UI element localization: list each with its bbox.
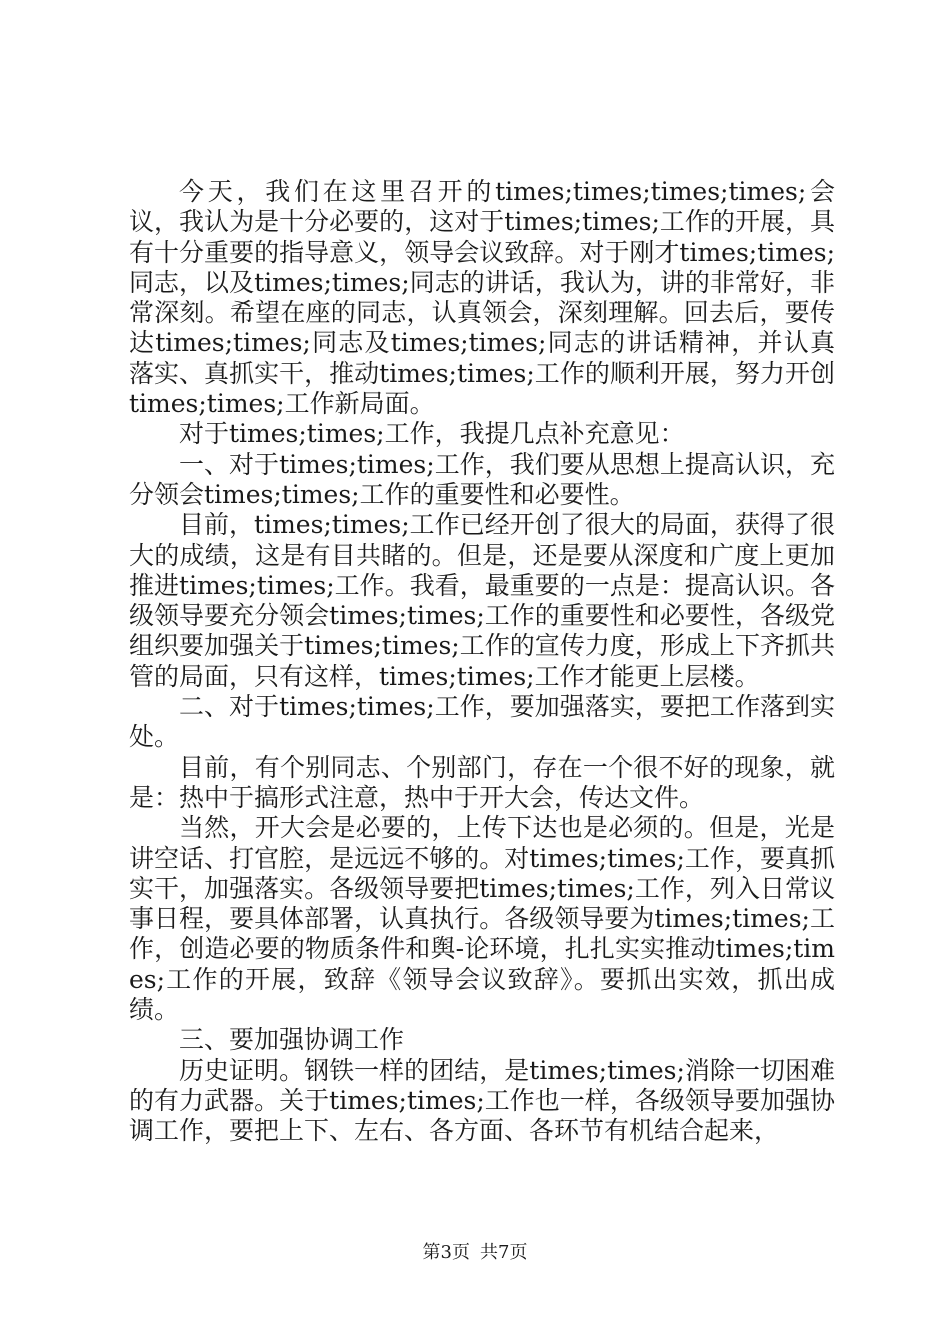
section-heading-3: 三、要加强协调工作 <box>179 1025 405 1055</box>
paragraph-section-2-body: 当然，开大会是必要的，上传下达也是必须的。但是，光是讲空话、打官腔，是远远不够的。对times;times;工作，要真抓实干，加强落实。各级领导要把times;times;工作，列入日常议事日程，要具体部署，认真执行。各级领导要为times;times;工作，创造必要的物质条件和舆-论环境，扎扎实实推动times;times;工作的开展，致辞《领导会议致辞》。要抓出实效，抓出成绩。 <box>129 813 835 1025</box>
document-body <box>129 177 835 1147</box>
paragraph-section-3-body: 历史证明。钢铁一样的团结，是times;times;消除一切困难的有力武器。关于times;times;工作也一样，各级领导要加强协调工作，要把上下、左右、各方面、各环节有机结合起来， <box>129 1055 835 1146</box>
page-total: 共7页 <box>480 1242 528 1263</box>
paragraph-section-2-problem: 目前，有个别同志、个别部门，存在一个很不好的现象，就是：热中于搞形式注意，热中于开大会，传达文件。 <box>129 752 835 812</box>
page-footer <box>0 1241 950 1265</box>
paragraph-section-1-body: 目前，times;times;工作已经开创了很大的局面，获得了很大的成绩，这是有目共睹的。但是，还是要从深度和广度上更加推进times;times;工作。我看，最重要的一点是：提高认识。各级领导要充分领会times;times;工作的重要性和必要性，各级党组织要加强关于times;times;工作的宣传力度，形成上下齐抓共管的局面，只有这样，times;times;工作才能更上层楼。 <box>129 510 835 691</box>
paragraph-opening: 今天，我们在这里召开的times;times;times;times;会议，我认为是十分必要的，这对于times;times;工作的开展，具有十分重要的指导意义，领导会议致辞。对于刚才times;times;同志，以及times;times;同志的讲话，我认为，讲的非常好，非常深刻。希望在座的同志，认真领会，深刻理解。回去后，要传达times;times;同志及times;times;同志的讲话精神，并认真落实、真抓实干，推动times;times;工作的顺利开展，努力开创times;times;工作新局面。 <box>129 177 835 419</box>
page-number: 第3页 <box>422 1242 470 1263</box>
section-heading-2: 二、对于times;times;工作，要加强落实，要把工作落到实处。 <box>129 692 835 752</box>
section-heading-1: 一、对于times;times;工作，我们要从思想上提高认识，充分领会times;times;工作的重要性和必要性。 <box>129 449 835 509</box>
paragraph-intro-opinions: 对于times;times;工作，我提几点补充意见： <box>179 419 685 449</box>
